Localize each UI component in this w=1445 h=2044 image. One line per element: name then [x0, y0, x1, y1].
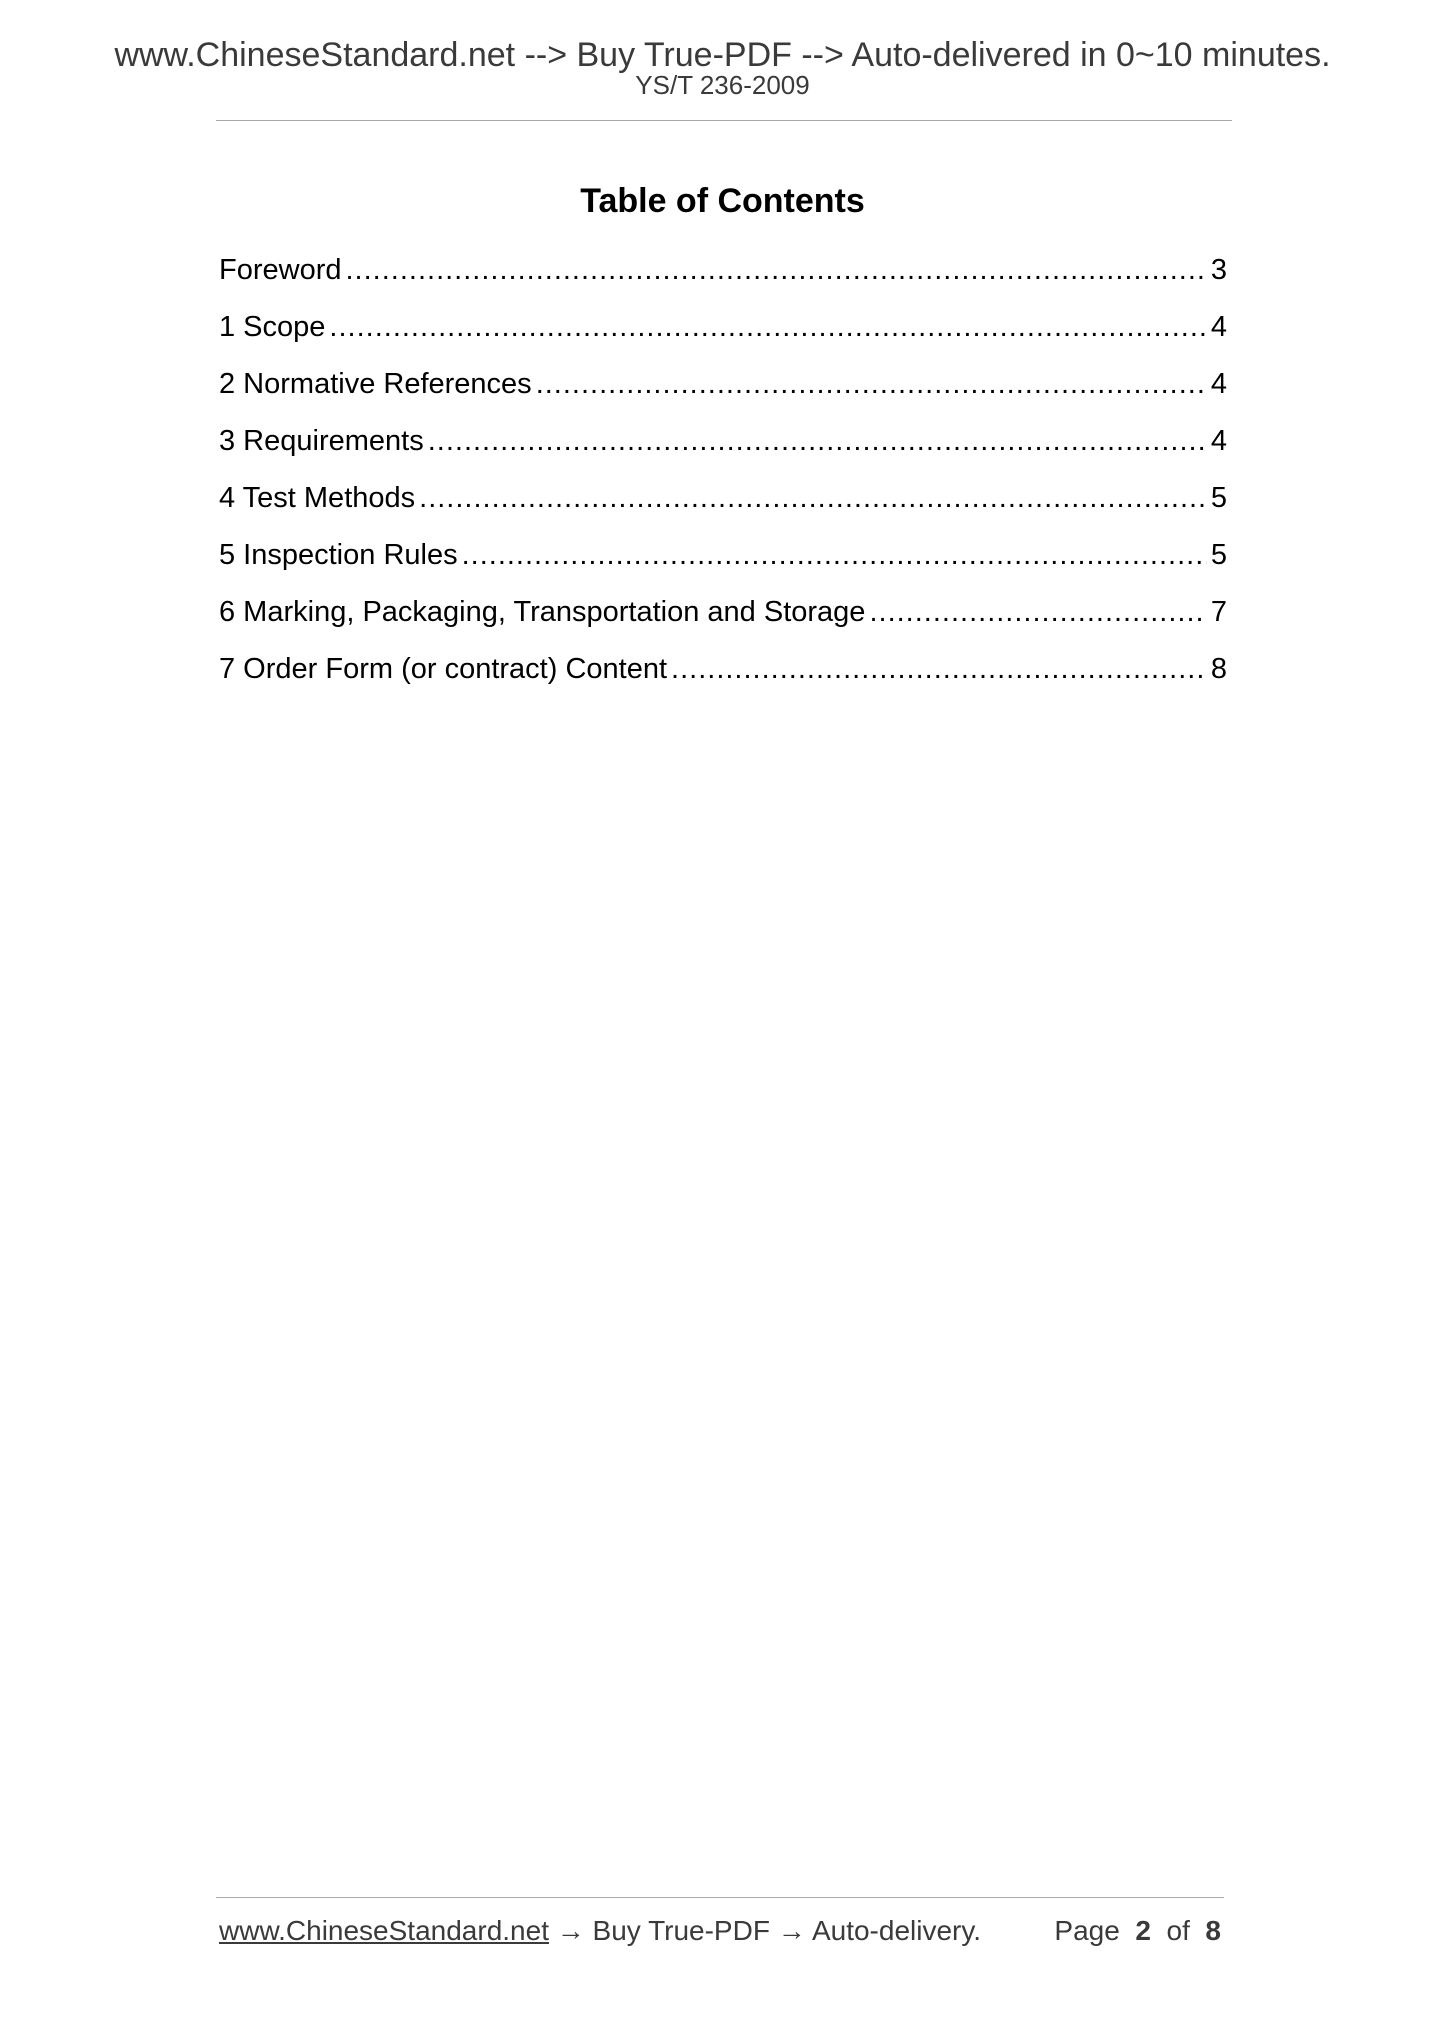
toc-title: Table of Contents: [580, 182, 865, 220]
current-page-number: 2: [1135, 1915, 1151, 1946]
footer-site-link[interactable]: www.ChineseStandard.net: [219, 1915, 549, 1946]
toc-entry-label: 4 Test Methods: [219, 482, 416, 514]
footer-promo: [219, 1917, 981, 1945]
toc-dot-leader: [869, 592, 1206, 632]
toc-entry-page: 4: [1210, 425, 1227, 457]
page-label: Page: [1054, 1915, 1120, 1946]
toc-entry-test-methods[interactable]: [219, 478, 1227, 535]
toc-entry-page: 7: [1210, 596, 1227, 628]
site-banner: www.ChineseStandard.net --> Buy True-PDF --> Auto-delivered in 0~10 minutes.: [114, 36, 1331, 74]
toc-dot-leader: [536, 364, 1207, 404]
header-divider: [216, 120, 1232, 121]
toc-dot-leader: [419, 478, 1207, 518]
toc-entry-foreword[interactable]: [219, 250, 1227, 307]
toc-entry-label: 3 Requirements: [219, 425, 424, 457]
toc-entry-label: 1 Scope: [219, 311, 326, 343]
toc-dot-leader: [462, 535, 1207, 575]
toc-entry-label: 6 Marking, Packaging, Transportation and Storage: [219, 596, 866, 628]
toc-entry-normative-references[interactable]: [219, 364, 1227, 421]
toc-entry-page: 3: [1210, 254, 1227, 286]
toc-dot-leader: [671, 649, 1207, 689]
toc-entry-label: Foreword: [219, 254, 342, 286]
total-pages-number: 8: [1205, 1915, 1221, 1946]
toc-entry-page: 4: [1210, 311, 1227, 343]
toc-dot-leader: [428, 421, 1207, 461]
toc-dot-leader: [346, 250, 1207, 290]
toc-entry-label: 2 Normative References: [219, 368, 532, 400]
of-label: of: [1166, 1915, 1190, 1946]
toc-entry-requirements[interactable]: [219, 421, 1227, 478]
arrow-right-icon: →: [556, 1915, 585, 1946]
toc-entry-label: 7 Order Form (or contract) Content: [219, 653, 668, 685]
toc-entry-page: 5: [1210, 539, 1227, 571]
toc-entry-page: 8: [1210, 653, 1227, 685]
footer-buy-text: Buy True-PDF: [592, 1915, 770, 1946]
table-of-contents: [219, 250, 1227, 706]
page-indicator: [1054, 1917, 1221, 1945]
toc-entry-order-form[interactable]: [219, 649, 1227, 706]
footer-delivery-text: Auto-delivery.: [811, 1915, 982, 1946]
footer-divider: [216, 1897, 1224, 1898]
document-number: YS/T 236-2009: [635, 70, 810, 100]
toc-entry-marking-packaging[interactable]: [219, 592, 1227, 649]
toc-entry-scope[interactable]: [219, 307, 1227, 364]
toc-entry-page: 5: [1210, 482, 1227, 514]
toc-dot-leader: [329, 307, 1206, 347]
arrow-right-icon: →: [777, 1915, 806, 1946]
toc-entry-label: 5 Inspection Rules: [219, 539, 458, 571]
toc-entry-page: 4: [1210, 368, 1227, 400]
toc-entry-inspection-rules[interactable]: [219, 535, 1227, 592]
